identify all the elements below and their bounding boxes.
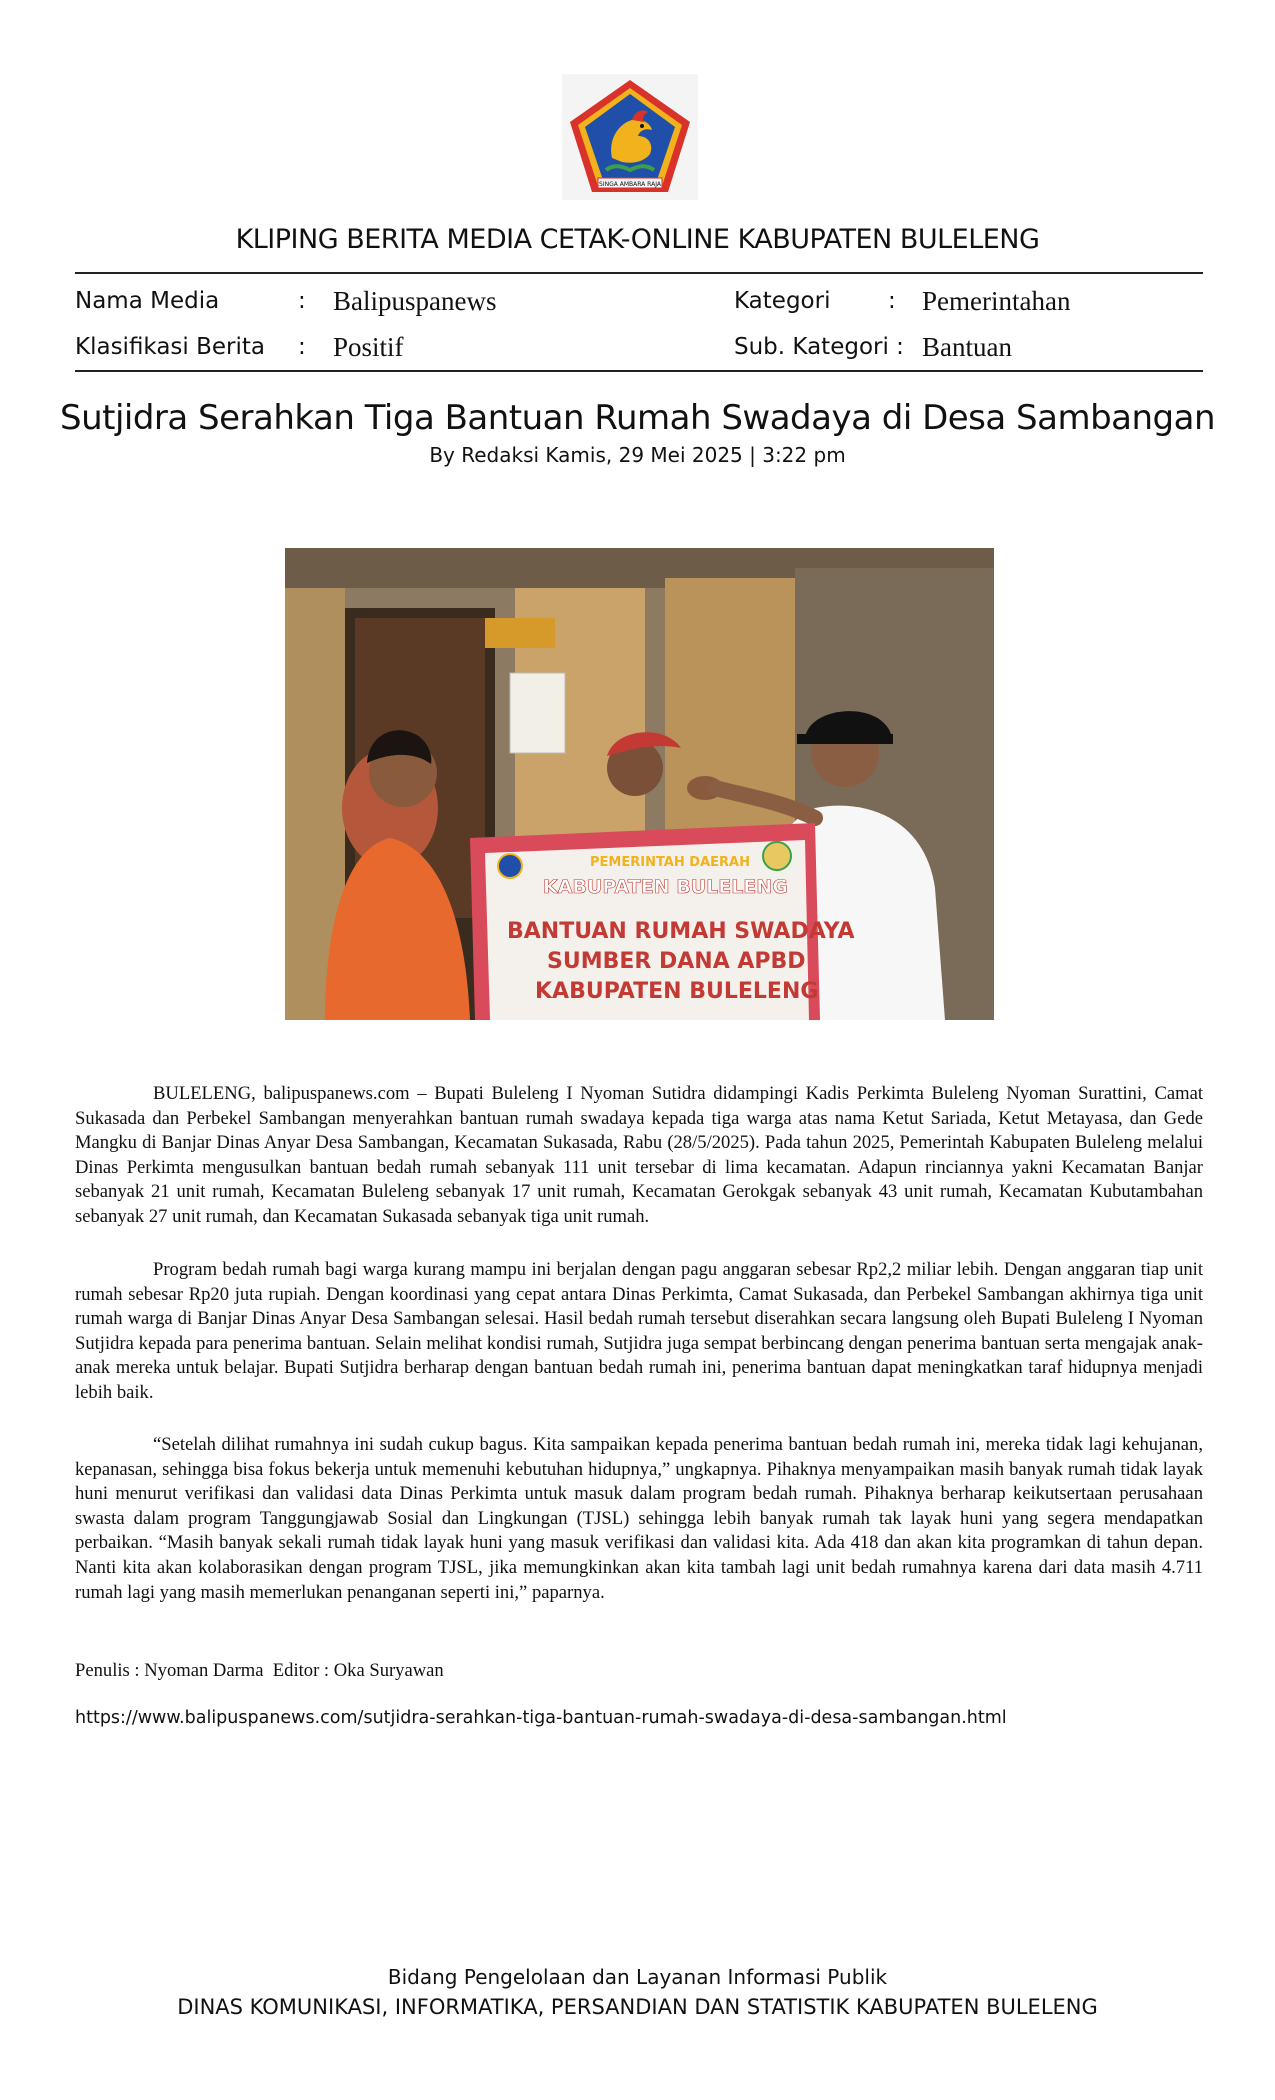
handover-photo-illustration (285, 548, 994, 1020)
article-photo (285, 548, 994, 1020)
klasifikasi-colon: : (298, 334, 306, 360)
kategori-colon: : (888, 288, 896, 314)
banner-line-1: PEMERINTAH DAERAH (590, 855, 750, 870)
nama-media-value: Balipuspanews (333, 286, 497, 316)
klasifikasi-value: Positif (333, 332, 404, 362)
nama-media-label: Nama Media (75, 288, 220, 314)
article-headline: Sutjidra Serahkan Tiga Bantuan Rumah Swadaya di Desa Sambangan (60, 398, 1215, 438)
kliping-title: KLIPING BERITA MEDIA CETAK-ONLINE KABUPATEN BULELENG (235, 224, 1040, 255)
kategori-label: Kategori (734, 288, 831, 314)
footer-agency: DINAS KOMUNIKASI, INFORMATIKA, PERSANDIAN DAN STATISTIK KABUPATEN BULELENG (177, 1995, 1098, 2019)
article-paragraph: Program bedah rumah bagi warga kurang mampu ini berjalan dengan pagu anggaran sebesar Rp2,2 miliar lebih. Dengan anggaran tiap unit rumah sebesar Rp20 juta rupiah. Dengan koordinasi yang cepat antara Dinas Perkimta, Camat Sukasada, dan Perbekel Sambangan akhirnya tiga unit rumah warga di Banjar Dinas Anyar Desa Sambangan selesai. Hasil bedah rumah tersebut diserahkan secara langsung oleh Bupati Buleleng I Nyoman Sutjidra kepada para penerima bantuan. Selain melihat kondisi rumah, Sutjidra juga sempat berbincang dengan penerima bantuan serta mengajak anak-anak mereka untuk belajar. Bupati Sutjidra berharap dengan bantuan bedah rumah ini, penerima bantuan dapat meningkatkan taraf hidupnya menjadi lebih baik. (75, 1259, 1203, 1403)
banner-line-3: BANTUAN RUMAH SWADAYA (507, 919, 855, 944)
article-paragraph: “Setelah dilihat rumahnya ini sudah cukup bagus. Kita sampaikan kepada penerima bantuan bedah rumah ini, mereka tidak lagi kehujanan, kepanasan, sehingga bisa fokus bekerja untuk memenuhi kebutuhan hidupnya,” ungkapnya. Pihaknya menyampaikan masih banyak rumah tidak layak huni menurut verifikasi dan validasi data Dinas Perkimta untuk masuk dalam program bedah rumah. Pihaknya berharap keikutsertaan perusahaan swasta dalam program Tanggungjawab Sosial dan Lingkungan (TJSL) sehingga lebih banyak rumah tak layak huni yang segera mendapatkan perbaikan. “Masih banyak sekali rumah tidak layak huni yang masuk verifikasi dan validasi kita. Ada 418 dan akan kita programkan di tahun depan. Nanti kita akan kolaborasikan dengan program TJSL, jika memungkinkan akan kita tambah lagi unit bedah rumahnya karena dari data masih 4.711 rumah lagi yang masih memerlukan penanganan seperti ini,” paparnya. (75, 1434, 1203, 1603)
crest-motto-text: SINGA AMBARA RAJA (599, 181, 661, 188)
article-byline: By Redaksi Kamis, 29 Mei 2025 | 3:22 pm (429, 443, 846, 467)
kategori-value: Pemerintahan (922, 286, 1071, 316)
banner-line-4: SUMBER DANA APBD (547, 949, 806, 974)
meta-top-divider (75, 272, 1203, 274)
pemkab-buleleng-crest-icon (562, 74, 698, 200)
footer-division: Bidang Pengelolaan dan Layanan Informasi Publik (387, 1965, 888, 1989)
article-paragraph: BULELENG, balipuspanews.com – Bupati Buleleng I Nyoman Sutidra didampingi Kadis Perkimta Buleleng Nyoman Surattini, Camat Sukasada dan Perbekel Sambangan menyerahkan bantuan rumah swadaya kepada tiga warga atas nama Ketut Sariada, Ketut Metayasa, dan Gede Mangku di Banjar Dinas Anyar Desa Sambangan, Kecamatan Sukasada, Rabu (28/5/2025). Pada tahun 2025, Pemerintah Kabupaten Buleleng melalui Dinas Perkimta mengusulkan bantuan bedah rumah sebanyak 111 unit tersebar di lima kecamatan. Adapun rinciannya yakni Kecamatan Banjar sebanyak 21 unit rumah, Kecamatan Buleleng sebanyak 17 unit rumah, Kecamatan Gerokgak sebanyak 43 unit rumah, Kecamatan Kubutambahan sebanyak 27 unit rumah, dan Kecamatan Sukasada sebanyak tiga unit rumah. (75, 1083, 1203, 1227)
banner-line-2: KABUPATEN BULELENG (543, 876, 788, 898)
nama-media-colon: : (298, 288, 306, 314)
klasifikasi-label: Klasifikasi Berita (75, 334, 266, 360)
subkategori-value: Bantuan (922, 332, 1012, 362)
subkategori-label: Sub. Kategori : (734, 334, 904, 360)
meta-bottom-divider (75, 370, 1203, 372)
buleleng-crest-logo (562, 74, 698, 200)
article-credits: Penulis : Nyoman Darma Editor : Oka Suryawan (75, 1660, 444, 1681)
banner-line-5: KABUPATEN BULELENG (535, 979, 819, 1004)
article-source-url: https://www.balipuspanews.com/sutjidra-serahkan-tiga-bantuan-rumah-swadaya-di-desa-sambangan.html (75, 1708, 1007, 1728)
